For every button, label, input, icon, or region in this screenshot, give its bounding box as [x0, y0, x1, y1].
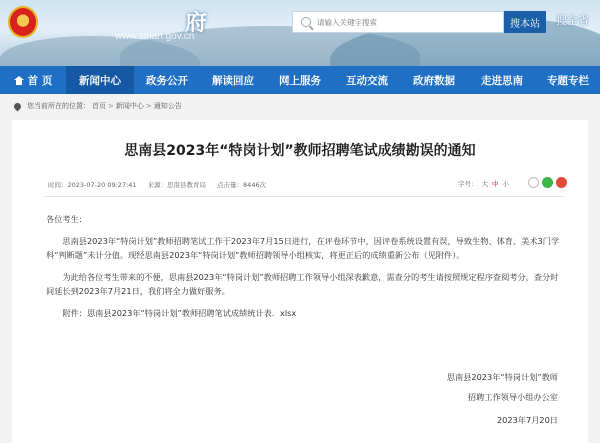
nav-interaction[interactable]: 互动交流 [346, 74, 388, 87]
search-all-button[interactable]: 搜全省 [556, 14, 589, 27]
search-box[interactable] [292, 11, 504, 33]
search-input[interactable] [317, 18, 497, 27]
salutation: 各位考生： [46, 214, 87, 224]
paragraph: 为此给各位考生带来的不便，思南县2023年“特岗计划”教师招聘工作领导小组深表歉意，需查分的考生请按照规定程序查阅考分，查分时间延长到2023年7月21日，我们将全力做好服务。 [46, 271, 559, 296]
nav-special-topics[interactable]: 专题专栏 [547, 74, 589, 87]
font-size-label: 字号： [458, 180, 478, 188]
font-size-small[interactable]: 小 [502, 180, 509, 188]
nav-interpretation[interactable]: 解读回应 [212, 74, 254, 87]
share-weibo-icon[interactable] [556, 177, 567, 188]
meta-divider [44, 196, 564, 197]
signature-line: 招聘工作领导小组办公室 [467, 392, 558, 402]
font-size-large[interactable]: 大 [481, 180, 488, 188]
site-title: 府 [185, 10, 208, 36]
article-views: 点击量：8446次 [217, 181, 267, 189]
article-body [46, 212, 566, 327]
search-icon [301, 17, 311, 27]
breadcrumb-separator: > [145, 102, 152, 110]
nav-news-center[interactable]: 新闻中心 [66, 66, 134, 94]
font-size-medium[interactable]: 中 [492, 180, 499, 188]
signature-line: 思南县2023年“特岗计划”教师 [446, 372, 558, 382]
breadcrumb-separator: > [108, 102, 114, 110]
header-banner [0, 0, 600, 66]
paragraph: 思南县2023年“特岗计划”教师招聘笔试工作于2023年7月15日进行，在评卷环节中，因评卷系统设置有误，导致生物、体育、美术3门学科“判断题”未计分值。现经思南县2023年“特岗计划”教师招聘领导小组核实，将更正后的成绩重新公布（见附件）。 [46, 235, 560, 260]
font-size-switcher [458, 179, 509, 188]
breadcrumb-prefix: 您当前所在的位置： [27, 102, 90, 110]
breadcrumb-link-news[interactable]: 新闻中心 [115, 102, 144, 110]
search-site-button[interactable]: 搜本站 [504, 11, 546, 33]
signature-date: 2023年7月20日 [496, 415, 558, 425]
nav-gov-affairs[interactable]: 政务公开 [146, 74, 188, 87]
article-time: 时间：2023-07-20 09:27:41 [48, 181, 137, 189]
nav-gov-data[interactable]: 政府数据 [413, 74, 455, 87]
breadcrumb-link-home[interactable]: 首页 [92, 102, 106, 110]
nav-home[interactable] [0, 66, 66, 94]
share-wechat-icon[interactable] [542, 177, 553, 188]
home-icon [14, 76, 24, 85]
breadcrumb [14, 101, 182, 111]
nav-label: 首 页 [27, 74, 53, 87]
attachment-link[interactable]: 附件：思南县2023年“特岗计划”教师招聘笔试成绩统计表．xlsx [62, 307, 297, 318]
share-buttons [528, 177, 567, 188]
nav-online-service[interactable]: 网上服务 [279, 74, 321, 87]
main-nav [0, 66, 600, 94]
site-url: www.sinan.gov.cn [115, 31, 195, 42]
breadcrumb-link-notices[interactable]: 通知公告 [153, 102, 182, 110]
location-pin-icon [13, 101, 23, 111]
article-source: 来源：思南县教育局 [147, 181, 207, 189]
article-meta [48, 180, 266, 189]
national-emblem-icon [8, 6, 38, 38]
article-title: 思南县2023年“特岗计划”教师招聘笔试成绩勘误的通知 [124, 143, 476, 159]
article-card [12, 120, 588, 443]
share-qzone-icon[interactable] [528, 177, 539, 188]
nav-about-sinan[interactable]: 走进思南 [481, 74, 523, 87]
